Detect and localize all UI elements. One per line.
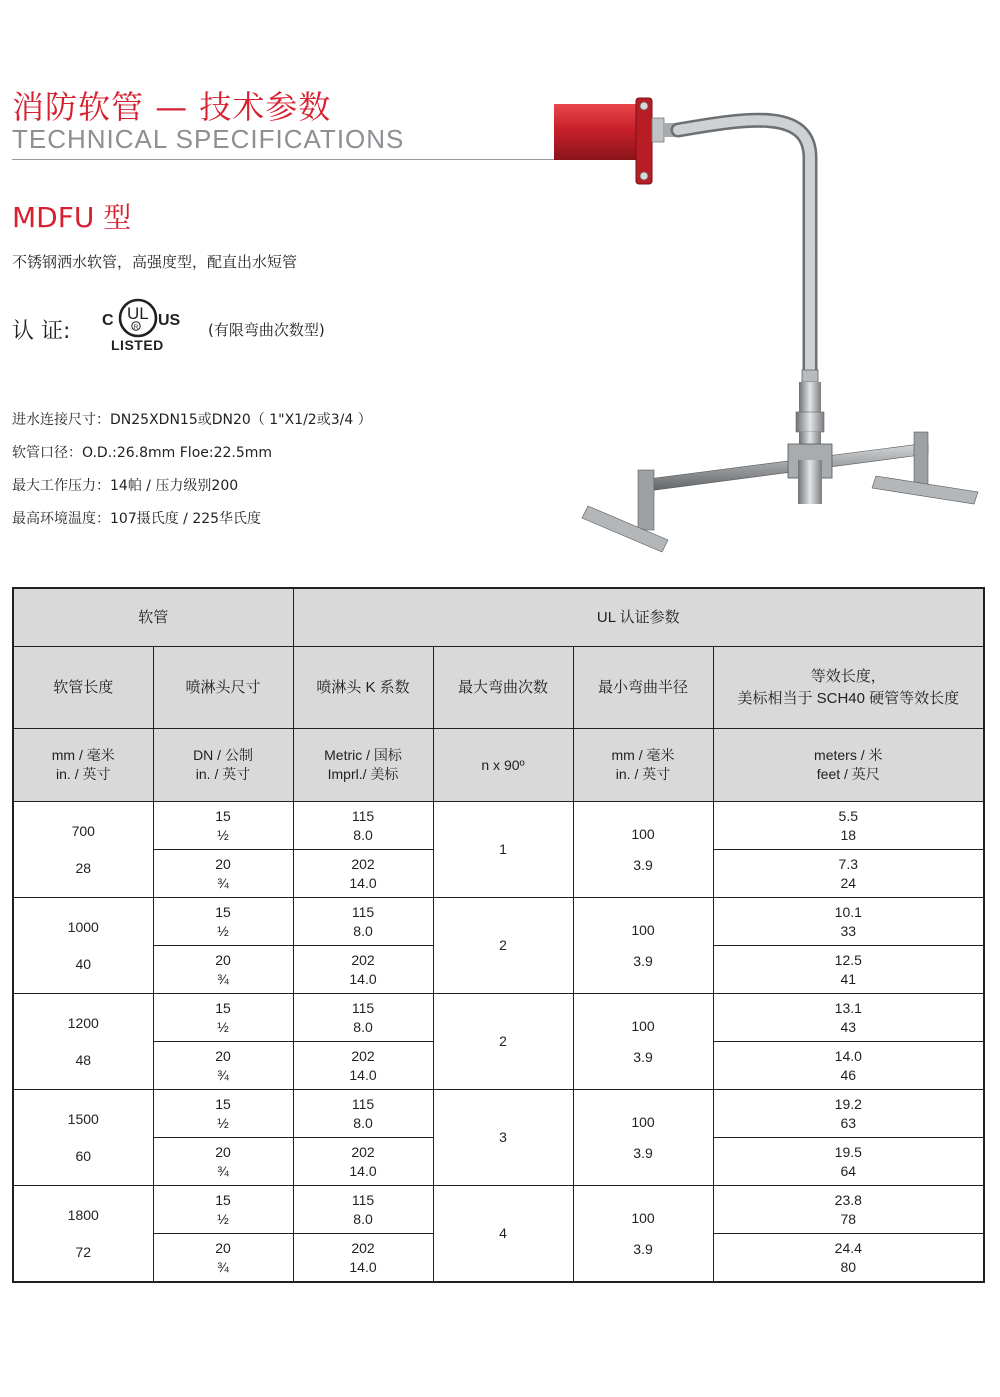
table-row (13, 802, 984, 850)
cell-equivalent-length (713, 946, 984, 994)
min-radius-mm: 100 (631, 1209, 655, 1226)
equiv-meters: 10.1 (834, 903, 862, 920)
model-name: MDFU 型 (12, 201, 132, 234)
units-equiv-ft: feet / 英尺 (816, 766, 880, 782)
k-metric: 115 (351, 1191, 375, 1208)
size-in: ¾ (217, 970, 229, 987)
cell-hose-length (13, 994, 153, 1090)
min-radius-values (574, 825, 713, 875)
cell-equivalent-length (713, 1186, 984, 1234)
spec-max-temperature: 最高环境温度：107摄氏度 / 225华氏度 (12, 511, 262, 527)
cell-equivalent-length (713, 1138, 984, 1186)
certification-label: 认 证: (12, 319, 71, 344)
cell-max-bends: 1 (433, 802, 573, 898)
cell-sprinkler-size (153, 898, 293, 946)
hose-length-in: 60 (75, 1147, 92, 1164)
k-imperial: 8.0 (353, 1210, 373, 1227)
units-equiv (713, 729, 984, 802)
equiv-meters: 19.2 (834, 1095, 862, 1112)
size-in: ¾ (217, 1066, 229, 1083)
header-equiv-line1: 等效长度， (810, 667, 886, 685)
ul-mark-us: US (158, 312, 181, 329)
k-metric: 115 (351, 999, 375, 1016)
hose-length-in: 72 (75, 1243, 92, 1260)
page-subtitle: TECHNICAL SPECIFICATIONS (12, 124, 405, 154)
units-radius-mm: mm / 毫米 (611, 747, 675, 763)
hose-length-values (14, 822, 153, 878)
cell-min-radius (573, 1186, 713, 1283)
units-radius (573, 729, 713, 802)
cell-k-factor (293, 850, 433, 898)
cell-equivalent-length (713, 1042, 984, 1090)
table-row (13, 994, 984, 1042)
group-header-ul: UL 认证参数 (293, 588, 984, 647)
equiv-feet: 24 (840, 874, 857, 891)
min-radius-in: 3.9 (633, 856, 653, 873)
equiv-meters: 14.0 (834, 1047, 862, 1064)
cell-equivalent-length (713, 1090, 984, 1138)
k-metric: 202 (351, 1143, 375, 1160)
cell-hose-length (13, 802, 153, 898)
hose-length-mm: 700 (71, 822, 95, 839)
k-metric: 202 (351, 951, 375, 968)
cell-sprinkler-size (153, 1234, 293, 1283)
table-row (13, 1090, 984, 1138)
size-in: ¾ (217, 1162, 229, 1179)
size-dn: 15 (215, 1191, 231, 1208)
hose-length-values (14, 918, 153, 974)
cell-sprinkler-size (153, 1186, 293, 1234)
k-imperial: 14.0 (349, 1162, 377, 1179)
cell-k-factor (293, 898, 433, 946)
min-radius-mm: 100 (631, 1017, 655, 1034)
cell-min-radius (573, 802, 713, 898)
ul-mark-registered: R (133, 324, 139, 331)
header-sprinkler-size: 喷淋头尺寸 (153, 647, 293, 729)
k-imperial: 8.0 (353, 826, 373, 843)
equiv-meters: 12.5 (834, 951, 862, 968)
cell-hose-length (13, 898, 153, 994)
hose-length-mm: 1000 (67, 918, 99, 935)
size-in: ½ (217, 1114, 229, 1131)
certification-note: (有限弯曲次数型) (208, 321, 325, 339)
cell-k-factor (293, 994, 433, 1042)
hose-length-mm: 1500 (67, 1110, 99, 1127)
k-imperial: 14.0 (349, 1258, 377, 1275)
min-radius-values (574, 1113, 713, 1163)
equiv-meters: 19.5 (834, 1143, 862, 1160)
equiv-feet: 64 (840, 1162, 857, 1179)
header-min-radius: 最小弯曲半径 (573, 647, 713, 729)
cell-max-bends: 4 (433, 1186, 573, 1283)
hose-length-in: 40 (75, 955, 92, 972)
units-size-in: in. / 英寸 (195, 766, 251, 782)
units-equiv-m: meters / 米 (814, 747, 883, 763)
cell-min-radius (573, 898, 713, 994)
size-in: ½ (217, 1210, 229, 1227)
spec-hose-diameter: 软管口径：O.D.:26.8mm Floe:22.5mm (12, 445, 273, 461)
cell-equivalent-length (713, 850, 984, 898)
min-radius-in: 3.9 (633, 1048, 653, 1065)
cell-k-factor (293, 1042, 433, 1090)
spec-list (12, 410, 372, 542)
certification (12, 304, 412, 374)
size-in: ½ (217, 826, 229, 843)
table-row (13, 1186, 984, 1234)
size-dn: 15 (215, 903, 231, 920)
cell-k-factor (293, 1090, 433, 1138)
equiv-meters: 24.4 (834, 1239, 862, 1256)
equiv-feet: 43 (840, 1018, 857, 1035)
cell-sprinkler-size (153, 946, 293, 994)
size-dn: 15 (215, 999, 231, 1016)
min-radius-mm: 100 (631, 1113, 655, 1130)
cell-min-radius (573, 1090, 713, 1186)
units-length (13, 729, 153, 802)
spec-inlet-size: 进水连接尺寸：DN25XDN15或DN20（ 1"X1/2或3/4 ） (12, 412, 372, 428)
size-dn: 20 (215, 951, 231, 968)
equiv-meters: 23.8 (834, 1191, 862, 1208)
cell-max-bends: 2 (433, 898, 573, 994)
min-radius-values (574, 1209, 713, 1259)
k-metric: 202 (351, 1047, 375, 1064)
equiv-feet: 80 (840, 1258, 857, 1275)
cell-sprinkler-size (153, 1042, 293, 1090)
cell-min-radius (573, 994, 713, 1090)
size-dn: 15 (215, 1095, 231, 1112)
cell-sprinkler-size (153, 802, 293, 850)
hose-length-mm: 1800 (67, 1206, 99, 1223)
hose-length-values (14, 1014, 153, 1070)
hose-length-mm: 1200 (67, 1014, 99, 1031)
size-in: ¾ (217, 874, 229, 891)
min-radius-in: 3.9 (633, 952, 653, 969)
cell-sprinkler-size (153, 1138, 293, 1186)
min-radius-values (574, 1017, 713, 1067)
page-title: 消防软管 — 技术参数 (12, 88, 332, 126)
k-metric: 202 (351, 1239, 375, 1256)
header-length: 软管长度 (13, 647, 153, 729)
min-radius-mm: 100 (631, 825, 655, 842)
size-dn: 20 (215, 855, 231, 872)
ul-mark-listed: LISTED (111, 337, 164, 353)
k-metric: 115 (351, 807, 375, 824)
ul-mark-ul: UL (127, 304, 149, 323)
cell-max-bends: 3 (433, 1090, 573, 1186)
units-bends: n x 90º (433, 729, 573, 802)
equiv-meters: 7.3 (838, 855, 859, 872)
equiv-feet: 63 (840, 1114, 857, 1131)
k-imperial: 14.0 (349, 1066, 377, 1083)
cell-k-factor (293, 802, 433, 850)
spec-table (12, 587, 985, 1283)
table-units-row (13, 729, 984, 802)
cell-sprinkler-size (153, 850, 293, 898)
cell-k-factor (293, 946, 433, 994)
min-radius-values (574, 921, 713, 971)
hose-length-values (14, 1206, 153, 1262)
product-description: 不锈钢洒水软管，高强度型，配直出水短管 (12, 253, 298, 271)
header-max-bends: 最大弯曲次数 (433, 647, 573, 729)
hose-length-in: 28 (75, 859, 92, 876)
units-length-in: in. / 英寸 (56, 766, 111, 782)
units-k (293, 729, 433, 802)
spec-max-pressure: 最大工作压力：14帕 / 压力级别200 (12, 478, 239, 494)
k-imperial: 8.0 (353, 1114, 373, 1131)
size-in: ½ (217, 922, 229, 939)
k-imperial: 8.0 (353, 922, 373, 939)
equiv-feet: 18 (840, 826, 857, 843)
product-photo-hose-assembly (548, 88, 988, 558)
k-imperial: 14.0 (349, 970, 377, 987)
k-metric: 115 (351, 903, 375, 920)
cell-equivalent-length (713, 898, 984, 946)
cell-equivalent-length (713, 994, 984, 1042)
cell-sprinkler-size (153, 994, 293, 1042)
header-equiv-line2: 美标相当于 SCH40 硬管等效长度 (737, 689, 960, 707)
cell-hose-length (13, 1090, 153, 1186)
cell-k-factor (293, 1138, 433, 1186)
ul-mark-c: C (102, 312, 114, 329)
cell-k-factor (293, 1234, 433, 1283)
header-equivalent-length (713, 647, 984, 729)
units-size-dn: DN / 公制 (193, 747, 253, 763)
equiv-feet: 33 (840, 922, 857, 939)
units-size (153, 729, 293, 802)
k-imperial: 14.0 (349, 874, 377, 891)
cell-hose-length (13, 1186, 153, 1283)
cell-k-factor (293, 1186, 433, 1234)
k-imperial: 8.0 (353, 1018, 373, 1035)
equiv-meters: 13.1 (834, 999, 862, 1016)
size-in: ½ (217, 1018, 229, 1035)
units-k-imperial: Imprl./ 美标 (327, 766, 399, 782)
table-header-row (13, 647, 984, 729)
units-radius-in: in. / 英寸 (615, 766, 671, 782)
title-divider (12, 159, 560, 160)
min-radius-mm: 100 (631, 921, 655, 938)
k-metric: 202 (351, 855, 375, 872)
cell-max-bends: 2 (433, 994, 573, 1090)
equiv-feet: 78 (840, 1210, 857, 1227)
table-row (13, 898, 984, 946)
equiv-meters: 5.5 (838, 807, 859, 824)
cell-equivalent-length (713, 1234, 984, 1283)
min-radius-in: 3.9 (633, 1240, 653, 1257)
ul-listed-mark-icon (98, 294, 198, 368)
cell-equivalent-length (713, 802, 984, 850)
size-dn: 20 (215, 1047, 231, 1064)
hose-length-in: 48 (75, 1051, 92, 1068)
min-radius-in: 3.9 (633, 1144, 653, 1161)
cell-sprinkler-size (153, 1090, 293, 1138)
equiv-feet: 46 (840, 1066, 857, 1083)
group-header-hose: 软管 (13, 588, 293, 647)
size-dn: 20 (215, 1239, 231, 1256)
units-k-metric: Metric / 国标 (324, 747, 402, 763)
units-length-mm: mm / 毫米 (51, 747, 115, 763)
size-dn: 15 (215, 807, 231, 824)
size-dn: 20 (215, 1143, 231, 1160)
size-in: ¾ (217, 1258, 229, 1275)
header-k-factor: 喷淋头 K 系数 (293, 647, 433, 729)
k-metric: 115 (351, 1095, 375, 1112)
table-group-header-row (13, 588, 984, 647)
equiv-feet: 41 (840, 970, 857, 987)
hose-length-values (14, 1110, 153, 1166)
